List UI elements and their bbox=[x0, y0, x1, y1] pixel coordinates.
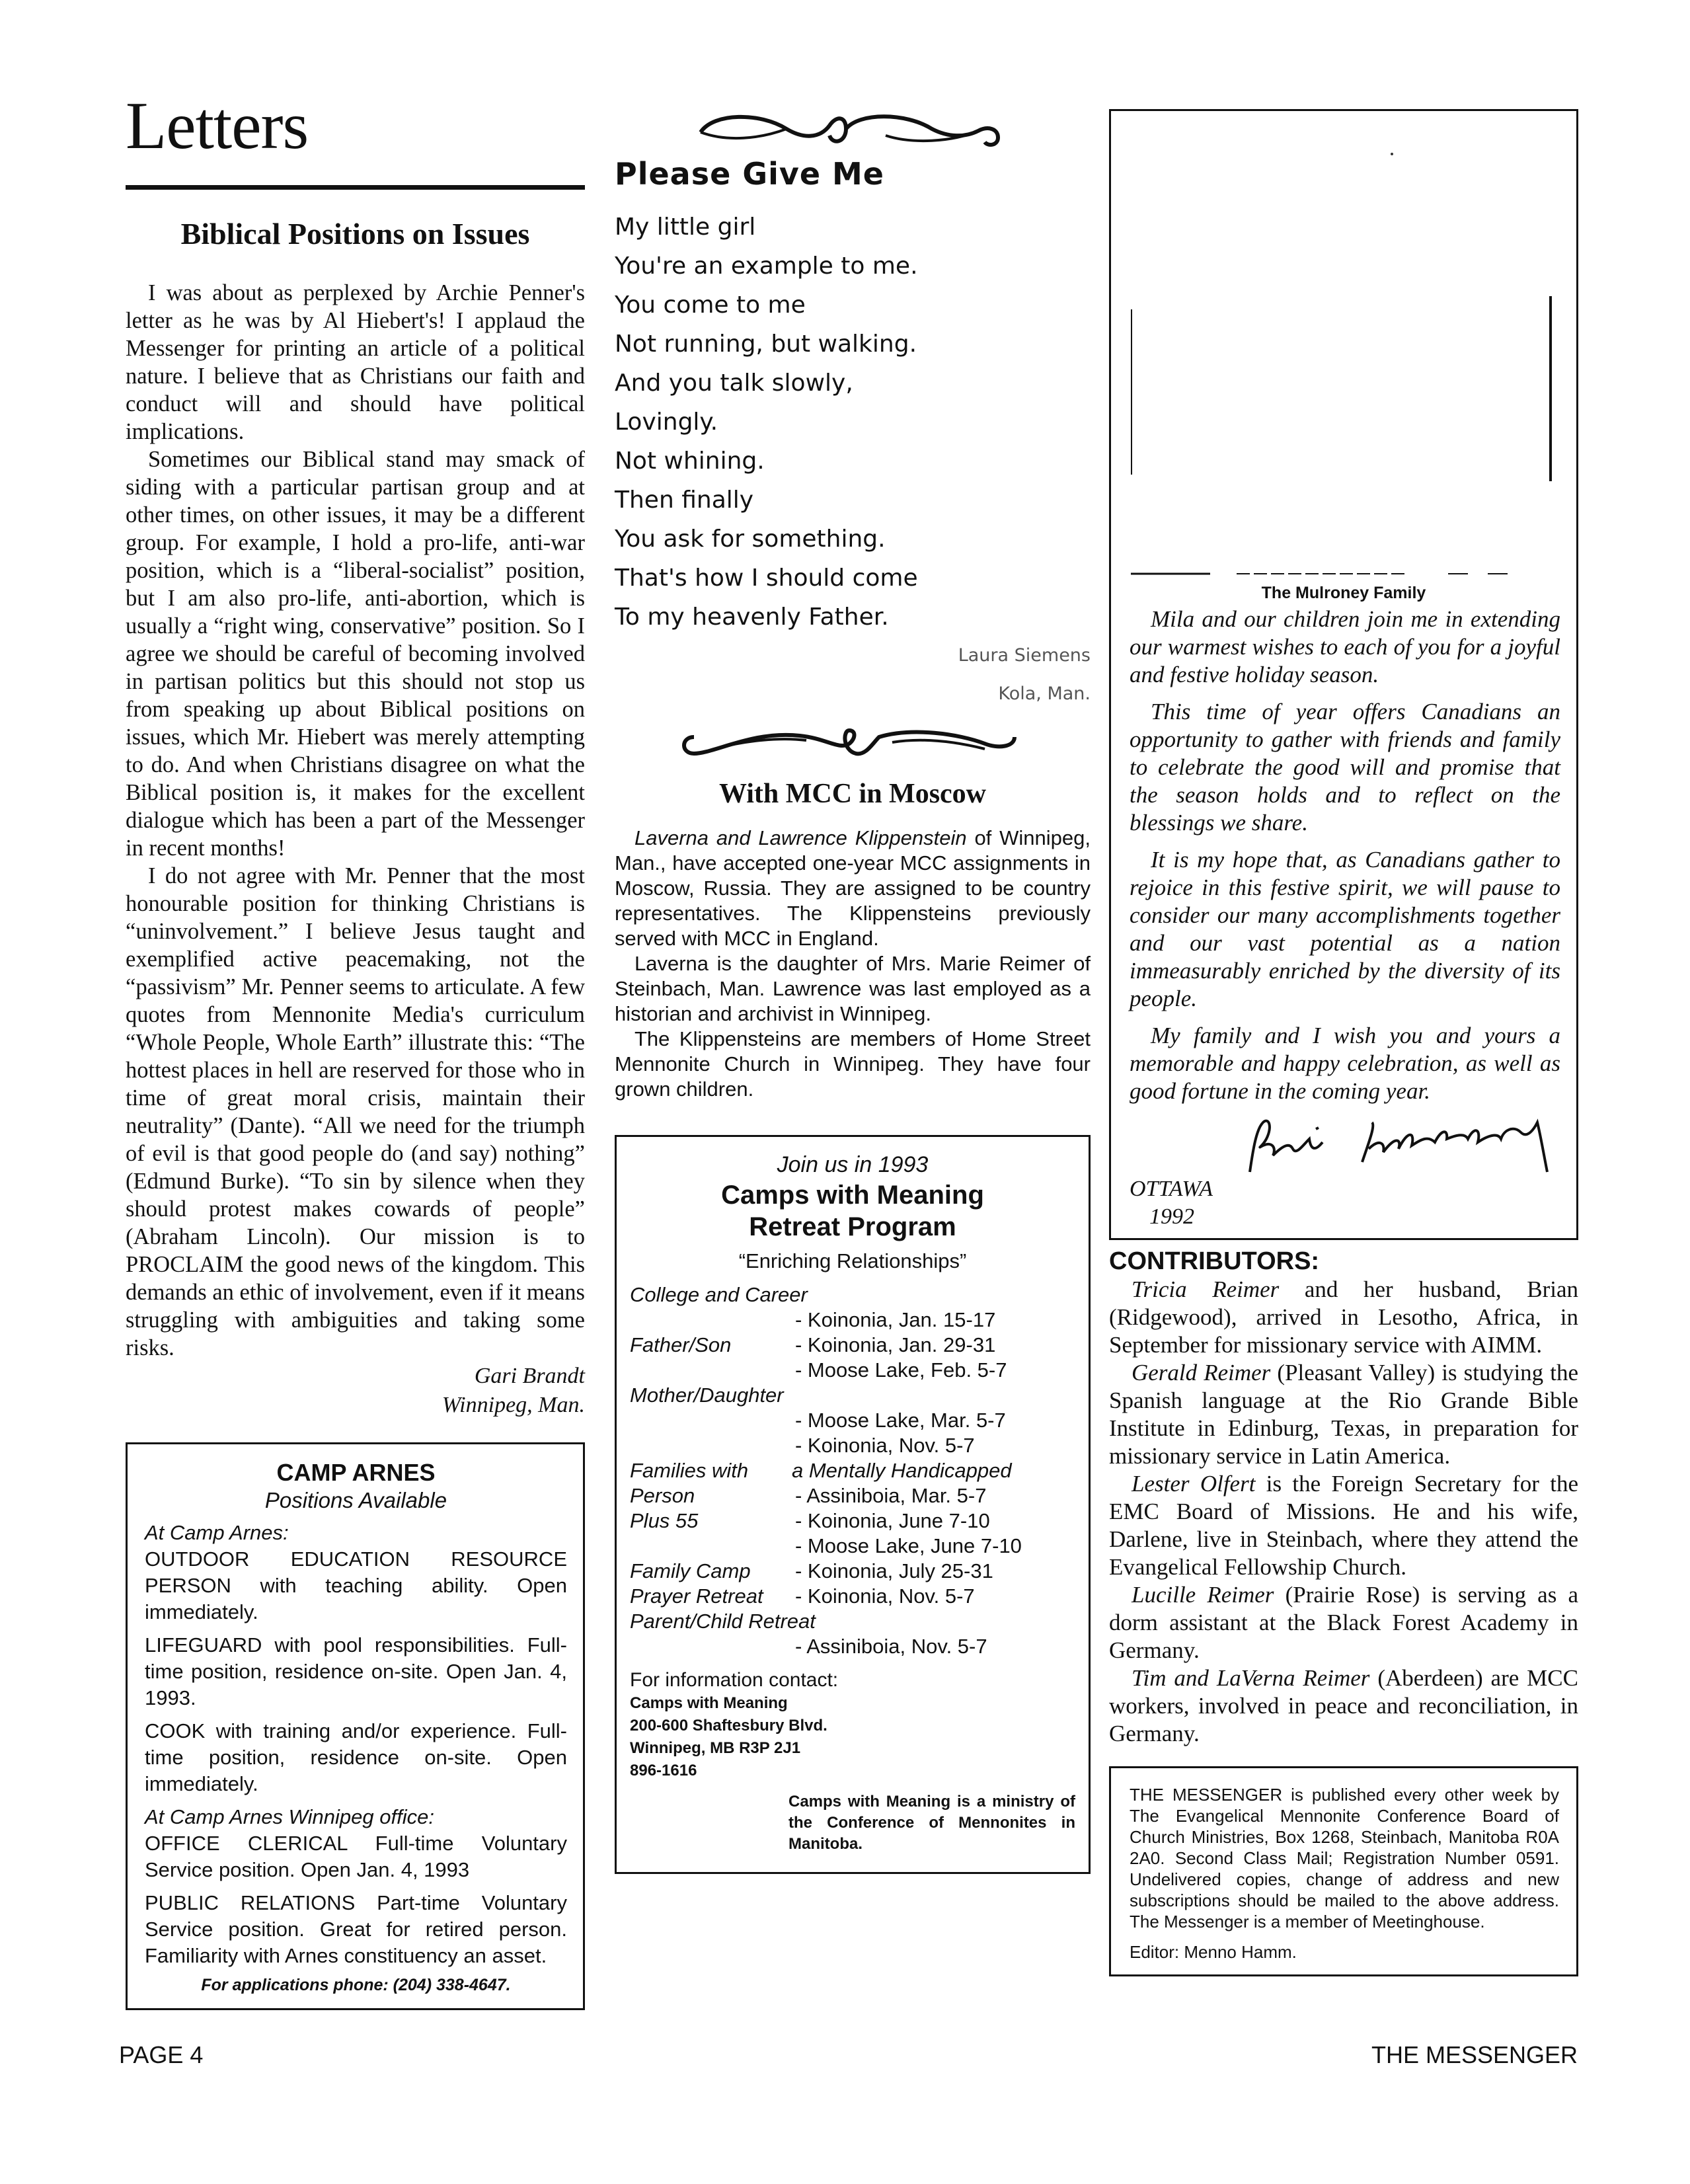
schedule-row bbox=[630, 1534, 1075, 1559]
poem-author: Laura Siemens bbox=[958, 645, 1091, 666]
schedule-label: Person bbox=[630, 1484, 695, 1507]
contributors-heading: CONTRIBUTORS: bbox=[1109, 1247, 1320, 1275]
schedule-row bbox=[630, 1508, 1075, 1534]
schedule-date: - Koinonia, Jan. 29-31 bbox=[795, 1333, 996, 1356]
mcc-heading: With MCC in Moscow bbox=[718, 779, 987, 809]
pm-message bbox=[1130, 605, 1560, 1114]
poem-line: Then finally bbox=[615, 487, 754, 514]
job-listing: COOK with training and/or experience. Full-time position, residence on-site. Open immediately. bbox=[145, 1719, 567, 1795]
contributor-item bbox=[1109, 1276, 1578, 1359]
schedule-label: Prayer Retreat bbox=[630, 1584, 763, 1608]
pm-greeting-box bbox=[1109, 109, 1578, 1240]
letter-signature-place: Winnipeg, Man. bbox=[442, 1393, 585, 1417]
schedule-date: - Koinonia, Nov. 5-7 bbox=[795, 1434, 975, 1457]
schedule-row bbox=[630, 1307, 1075, 1333]
title-rule bbox=[126, 185, 585, 190]
pm-paragraph: Mila and our children join me in extending our warmest wishes to each of you for a joyful and festive holiday season. bbox=[1130, 606, 1560, 687]
contact-label: For information contact: bbox=[630, 1669, 839, 1691]
contributor-text: and her husband, Brian (Ridgewood), arrived in Lesotho, Africa, in September for missionary service with AIMM. bbox=[1109, 1276, 1578, 1358]
contact-street: 200-600 Shaftesbury Blvd. bbox=[630, 1717, 827, 1735]
letter-body bbox=[126, 279, 585, 1362]
schedule-row bbox=[630, 1333, 1075, 1358]
letter-heading: Biblical Positions on Issues bbox=[180, 217, 530, 251]
application-phone: For applications phone: (204) 338-4647. bbox=[201, 1976, 511, 1994]
poem-line: Not running, but walking. bbox=[615, 331, 917, 358]
family-photo bbox=[1131, 131, 1560, 660]
schedule-label: Father/Son bbox=[630, 1333, 732, 1356]
contributor-name: Lester Olfert bbox=[1132, 1471, 1256, 1497]
schedule-date: - Koinonia, July 25-31 bbox=[795, 1559, 993, 1582]
camp-arnes-ad bbox=[126, 1442, 585, 2010]
letter-paragraph: I do not agree with Mr. Penner that the most honourable position for thinking Christians is “uninvolvement.” I believe Jesus taught and exemplified active peacemaking, not the “passivism” Mr. Penner seems to articulate. A few quotes from Mennonite Media's curriculum “Whole People, Whole Earth” illustrate this: “The hottest places in hell are reserved for those who in time of great moral crisis, maintain their neutrality” (Dante). “All we need for the triumph of evil is that good people do (and say) nothing” (Edmund Burke). “To sin by silence when they should protest makes cowards of people” (Abraham Lincoln). Our mission is to PROCLAIM the good news of the kingdom. This demands an ethic of involvement, even if it means struggling with ambiguities and taking some risks. bbox=[126, 863, 585, 1360]
schedule-row bbox=[630, 1559, 1075, 1584]
camps-subtitle: Retreat Program bbox=[749, 1212, 956, 1241]
contributor-name: Lucille Reimer bbox=[1132, 1582, 1274, 1608]
contact-city: Winnipeg, MB R3P 2J1 bbox=[630, 1739, 801, 1757]
contributor-text: (Aberdeen) are MCC workers, involved in peace and reconciliation, in Germany. bbox=[1109, 1665, 1578, 1746]
mcc-paragraph: Laverna is the daughter of Mrs. Marie Reimer of Steinbach, Man. Lawrence was last employed as a historian and archivist in Winnipeg. bbox=[615, 952, 1091, 1025]
pm-paragraph: This time of year offers Canadians an opportunity to gather with friends and family to celebrate the good will and promise that the season holds and to reflect on the blessings we share. bbox=[1130, 699, 1560, 836]
schedule-date: - Koinonia, Nov. 5-7 bbox=[795, 1584, 975, 1608]
contributor-name: Gerald Reimer bbox=[1132, 1360, 1271, 1385]
poem-line: And you talk slowly, bbox=[615, 370, 853, 397]
editor-credit: Editor: Menno Hamm. bbox=[1130, 1942, 1297, 1962]
mcc-paragraph: The Klippensteins are members of Home Street Mennonite Church in Winnipeg. They have four grown children. bbox=[615, 1027, 1091, 1101]
pm-paragraph: My family and I wish you and yours a memorable and happy celebration, as well as good fortune in the coming year. bbox=[1130, 1023, 1560, 1104]
schedule-date: - Moose Lake, Feb. 5-7 bbox=[795, 1358, 1007, 1382]
contributor-item bbox=[1109, 1359, 1578, 1470]
schedule-label: Mother/Daughter bbox=[630, 1384, 784, 1407]
poem-line: That's how I should come bbox=[615, 565, 918, 592]
poem-place: Kola, Man. bbox=[998, 683, 1091, 704]
schedule-date: - Assiniboia, Mar. 5-7 bbox=[795, 1484, 987, 1507]
pm-year: 1992 bbox=[1149, 1204, 1194, 1229]
mcc-paragraph bbox=[615, 826, 1091, 951]
camp-location: At Camp Arnes Winnipeg office: bbox=[145, 1805, 434, 1828]
letter-paragraph: I was about as perplexed by Archie Penner's letter as he was by Al Hiebert's! I applaud the Messenger for printing an article of a political nature. I believe that as Christians our faith and conduct will and should have political implications. bbox=[126, 280, 585, 444]
camps-schedule bbox=[630, 1282, 1075, 1659]
job-listing: PUBLIC RELATIONS Part-time Voluntary Service position. Great for retired person. Familiarity with Arnes constituency an asset. bbox=[145, 1891, 567, 1967]
pm-paragraph: It is my hope that, as Canadians gather to rejoice in this festive spirit, we will pause to consider our many accomplishments together and our vast potential as a nation immeasurably enriched by the diversity of its people. bbox=[1130, 847, 1560, 1011]
flourish-ornament-top bbox=[687, 106, 1018, 152]
schedule-row bbox=[630, 1458, 1075, 1483]
schedule-row bbox=[630, 1358, 1075, 1383]
schedule-row bbox=[630, 1408, 1075, 1433]
schedule-label: Families with bbox=[630, 1459, 749, 1482]
poem-line: You come to me bbox=[615, 292, 806, 319]
schedule-row bbox=[630, 1483, 1075, 1508]
schedule-row bbox=[630, 1634, 1075, 1659]
photo-caption: The Mulroney Family bbox=[1261, 584, 1426, 602]
poem-line: Not whining. bbox=[615, 448, 765, 475]
schedule-date: - Koinonia, June 7-10 bbox=[795, 1509, 990, 1532]
contributors-list bbox=[1109, 1276, 1578, 1748]
poem-title: Please Give Me bbox=[615, 156, 885, 192]
poem-line: To my heavenly Father. bbox=[615, 604, 889, 631]
mcc-body bbox=[615, 826, 1091, 1102]
schedule-date: - Assiniboia, Nov. 5-7 bbox=[795, 1635, 987, 1658]
schedule-date: - Moose Lake, June 7-10 bbox=[795, 1534, 1022, 1557]
contributor-item bbox=[1109, 1664, 1578, 1748]
camp-arnes-title: CAMP ARNES bbox=[276, 1459, 436, 1486]
job-listing: OUTDOOR EDUCATION RESOURCE PERSON with teaching ability. Open immediately. bbox=[145, 1547, 567, 1623]
pm-place-date bbox=[1130, 1175, 1213, 1231]
camp-location: At Camp Arnes: bbox=[145, 1521, 289, 1544]
contributor-text: is the Foreign Secretary for the EMC Board of Missions. He and his wife, Darlene, live in Steinbach, where they attend the Evangelical Fellowship Church. bbox=[1109, 1471, 1578, 1580]
mcc-text: of Winnipeg, Man., have accepted one-year MCC assignments in Moscow, Russia. They are assigned to be country representatives. The Klippensteins previously served with MCC in England. bbox=[615, 826, 1091, 950]
pm-place: OTTAWA bbox=[1130, 1177, 1213, 1201]
job-listing: OFFICE CLERICAL Full-time Voluntary Service position. Open Jan. 4, 1993 bbox=[145, 1832, 567, 1881]
publication-info-box bbox=[1109, 1766, 1578, 1976]
contributor-text: (Pleasant Valley) is studying the Spanish language at the Rio Grande Bible Institute in Edinburg, Texas, in preparation for missionary service in Latin America. bbox=[1109, 1360, 1578, 1469]
mcc-names: Laverna and Lawrence Klippenstein bbox=[634, 826, 967, 849]
schedule-date: a Mentally Handicapped bbox=[792, 1459, 1012, 1482]
contact-name: Camps with Meaning bbox=[630, 1694, 788, 1712]
poem-line: My little girl bbox=[615, 214, 756, 241]
schedule-label: Parent/Child Retreat bbox=[630, 1610, 816, 1633]
schedule-label: College and Career bbox=[630, 1283, 808, 1306]
schedule-label: Family Camp bbox=[630, 1559, 751, 1582]
contributor-name: Tim and LaVerna Reimer bbox=[1132, 1665, 1370, 1691]
poem-line: You ask for something. bbox=[615, 526, 886, 553]
page-number: PAGE 4 bbox=[119, 2041, 204, 2068]
schedule-row bbox=[630, 1383, 1075, 1408]
middle-column bbox=[615, 106, 1091, 1874]
contact-phone: 896-1616 bbox=[630, 1762, 697, 1779]
poem-line: You're an example to me. bbox=[615, 253, 918, 280]
section-title: Letters bbox=[126, 89, 309, 163]
contributor-text: (Prairie Rose) is serving as a dorm assistant at the Black Forest Academy in Germany. bbox=[1109, 1582, 1578, 1663]
letter-paragraph: Sometimes our Biblical stand may smack of siding with a particular partisan group and at other times, on other issues, it may be a different group. For example, I hold a pro-life, anti-war position, which is a “liberal-socialist” position, but I am also pro-life, anti-abortion, which is usually a “right wing, conservative” position. So I agree we should be careful of becoming involved in partisan politics but this should not stop us from speaking up about Biblical positions on issues, which Mr. Hiebert was merely attempting to do. And when Christians disagree on what the Biblical position is, it makes for the excellent dialogue which has been a part of the Messenger in recent months! bbox=[126, 447, 585, 861]
schedule-date: - Koinonia, Jan. 15-17 bbox=[795, 1308, 996, 1331]
schedule-date: - Moose Lake, Mar. 5-7 bbox=[795, 1409, 1006, 1432]
letters-column bbox=[126, 89, 585, 2010]
footer-publication: THE MESSENGER bbox=[1371, 2041, 1578, 2068]
schedule-row bbox=[630, 1282, 1075, 1307]
contributor-item bbox=[1109, 1581, 1578, 1664]
ministry-note: Camps with Meaning is a ministry of the Conference of Mennonites in Manitoba. bbox=[788, 1793, 1075, 1853]
handwritten-signature-icon bbox=[1237, 1109, 1567, 1182]
schedule-row bbox=[630, 1584, 1075, 1609]
schedule-row bbox=[630, 1433, 1075, 1458]
schedule-row bbox=[630, 1609, 1075, 1634]
job-listing: LIFEGUARD with pool responsibilities. Full-time position, residence on-site. Open Jan. 4, 1993. bbox=[145, 1633, 567, 1709]
poem-body bbox=[615, 208, 1091, 637]
camps-intro: Join us in 1993 bbox=[777, 1152, 929, 1177]
schedule-label: Plus 55 bbox=[630, 1509, 699, 1532]
right-column bbox=[1109, 109, 1578, 1976]
flourish-ornament-bottom bbox=[674, 717, 1031, 763]
poem-line: Lovingly. bbox=[615, 409, 718, 436]
publication-text: THE MESSENGER is published every other week by The Evangelical Mennonite Conference Board of Church Ministries, Box 1268, Steinbach, Manitoba R0A 2A0. Second Class Mail; Registration Number 0591. Undelivered copies, change of address and new subscriptions should be mailed to the above address. The Messenger is a member of Meetinghouse. bbox=[1130, 1785, 1559, 1931]
contributor-item bbox=[1109, 1470, 1578, 1581]
contributor-name: Tricia Reimer bbox=[1132, 1276, 1280, 1302]
camps-theme: “Enriching Relationships” bbox=[738, 1249, 967, 1272]
camp-arnes-subtitle: Positions Available bbox=[264, 1488, 447, 1512]
camps-title: Camps with Meaning bbox=[721, 1181, 984, 1210]
letter-signature-name: Gari Brandt bbox=[474, 1364, 585, 1388]
camps-with-meaning-ad bbox=[615, 1135, 1091, 1874]
